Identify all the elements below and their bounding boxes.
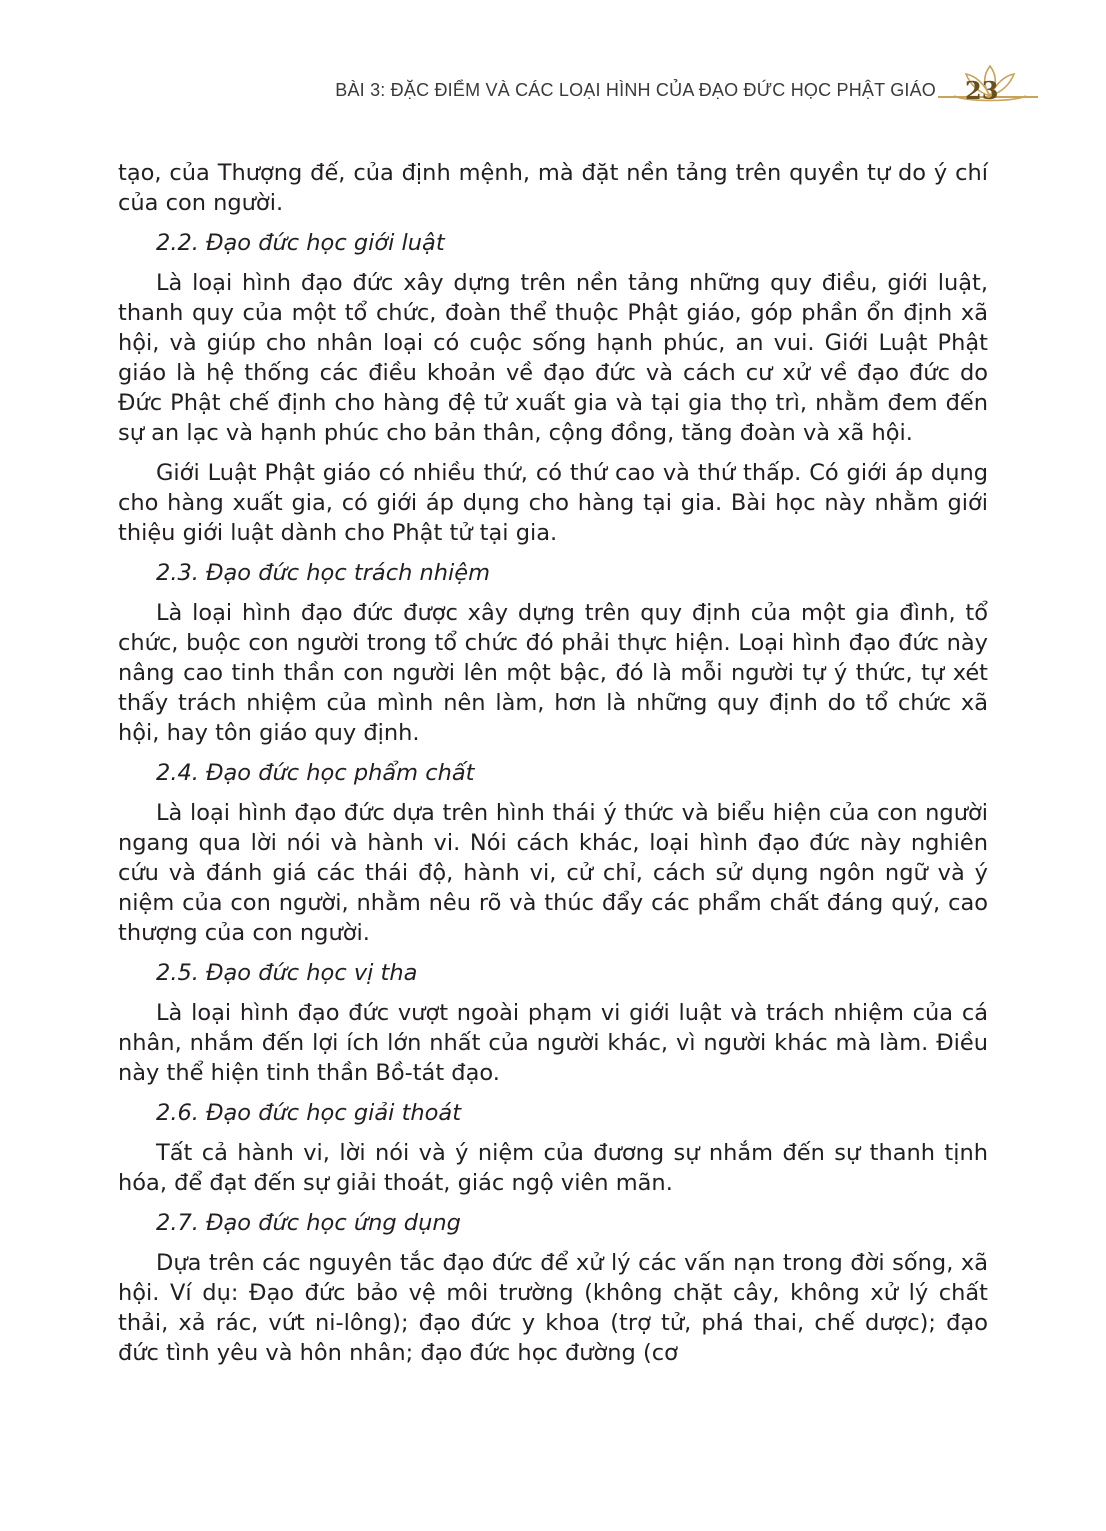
chapter-title: BÀI 3: ĐẶC ĐIỂM VÀ CÁC LOẠI HÌNH CỦA ĐẠO ĐỨC HỌC PHẬT GIÁO bbox=[335, 80, 936, 100]
section-heading-2-4: 2.4. Đạo đức học phẩm chất bbox=[156, 760, 475, 786]
running-header bbox=[0, 68, 1106, 108]
section-heading-2-2: 2.2. Đạo đức học giới luật bbox=[156, 230, 445, 256]
section-heading-2-7: 2.7. Đạo đức học ứng dụng bbox=[156, 1210, 461, 1236]
section-heading-2-3: 2.3. Đạo đức học trách nhiệm bbox=[156, 560, 491, 586]
body-text bbox=[118, 158, 988, 1378]
paragraph-2-2-b: Giới Luật Phật giáo có nhiều thứ, có thứ cao và thứ thấp. Có giới áp dụng cho hàng xuất gia, có giới áp dụng cho hàng tại gia. Bài học này nhằm giới thiệu giới luật dành cho Phật tử tại gia. bbox=[118, 460, 988, 546]
paragraph-2-7: Dựa trên các nguyên tắc đạo đức để xử lý các vấn nạn trong đời sống, xã hội. Ví dụ: Đạo đức bảo vệ môi trường (không chặt cây, không xử lý chất thải, xả rác, vứt ni-lông); đạo đức y khoa (trợ tử, phá thai, chế dược); đạo đức tình yêu và hôn nhân; đạo đức học đường (cơ bbox=[118, 1250, 988, 1366]
paragraph-2-5: Là loại hình đạo đức vượt ngoài phạm vi giới luật và trách nhiệm của cá nhân, nhắm đến lợi ích lớn nhất của người khác, vì người khác mà làm. Điều này thể hiện tinh thần Bồ-tát đạo. bbox=[118, 1000, 988, 1086]
paragraph-continued: tạo, của Thượng đế, của định mệnh, mà đặt nền tảng trên quyền tự do ý chí của con người. bbox=[118, 160, 988, 216]
paragraph-2-4: Là loại hình đạo đức dựa trên hình thái ý thức và biểu hiện của con người ngang qua lời nói và hành vi. Nói cách khác, loại hình đạo đức này nghiên cứu và đánh giá các thái độ, hành vi, cử chỉ, cách sử dụng ngôn ngữ và ý niệm của con người, nhằm nêu rõ và thúc đẩy các phẩm chất đáng quý, cao thượng của con người. bbox=[118, 800, 988, 946]
paragraph-2-3: Là loại hình đạo đức được xây dựng trên quy định của một gia đình, tổ chức, buộc con người trong tổ chức đó phải thực hiện. Loại hình đạo đức này nâng cao tinh thần con người lên một bậc, đó là mỗi người tự ý thức, tự xét thấy trách nhiệm của mình nên làm, hơn là những quy định do tổ chức xã hội, hay tôn giáo quy định. bbox=[118, 600, 988, 746]
section-heading-2-5: 2.5. Đạo đức học vị tha bbox=[156, 960, 418, 986]
paragraph-2-6: Tất cả hành vi, lời nói và ý niệm của đương sự nhắm đến sự thanh tịnh hóa, để đạt đến sự giải thoát, giác ngộ viên mãn. bbox=[118, 1140, 988, 1196]
page-number: 23 bbox=[965, 76, 999, 105]
paragraph-2-2-a: Là loại hình đạo đức xây dựng trên nền tảng những quy điều, giới luật, thanh quy của một tổ chức, đoàn thể thuộc Phật giáo, góp phần ổn định xã hội, và giúp cho nhân loại có cuộc sống hạnh phúc, an vui. Giới Luật Phật giáo là hệ thống các điều khoản về đạo đức và cách cư xử về đạo đức do Đức Phật chế định cho hàng đệ tử xuất gia và tại gia thọ trì, nhằm đem đến sự an lạc và hạnh phúc cho bản thân, cộng đồng, tăng đoàn và xã hội. bbox=[118, 270, 988, 446]
section-heading-2-6: 2.6. Đạo đức học giải thoát bbox=[156, 1100, 462, 1126]
